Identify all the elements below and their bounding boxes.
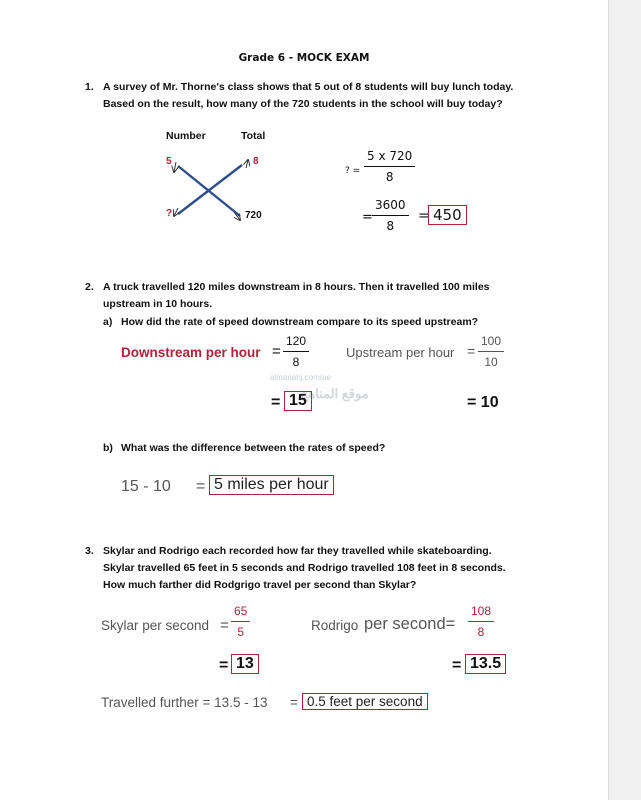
q1-answer-box: 450 [428,205,467,225]
downstream-label: Downstream per hour [121,345,261,360]
skylar-num: 65 [234,604,248,618]
rodrigo-den: 8 [477,625,485,639]
arrow-icon [174,162,176,172]
rodrigo-label-a: Rodrigo [311,618,359,633]
q3-number: 3. [85,545,94,557]
fraction-bar [283,351,309,352]
q1-col-total: Total [241,130,266,142]
upstream-label: Upstream per hour [346,345,455,360]
watermark-url: almanahj.com/ae [270,373,331,382]
rodrigo-label-b: per second= [364,615,456,633]
q2a-text: How did the rate of speed downstream compare to its speed upstream? [121,316,479,328]
upstream-result: = 10 [467,394,499,411]
rodrigo-fraction [468,604,494,639]
further-label: Travelled further = 13.5 - 13 [101,695,268,710]
rodrigo-result-equals: = [452,657,462,674]
further-equals: = [290,695,298,710]
downstream-equals: = [272,343,281,360]
q1-diagram-720: 720 [245,210,262,221]
page-title: Grade 6 - MOCK EXAM [238,52,370,64]
skylar-result-box: 13 [231,654,259,674]
skylar-den: 5 [237,625,245,639]
q1-eq1-den: 8 [385,170,394,184]
fraction-bar [468,621,494,622]
fraction-bar [231,621,250,622]
arrow-icon [174,208,178,216]
rodrigo-result-box: 13.5 [465,654,506,674]
skylar-equals: = [220,617,229,634]
upstream-den: 10 [484,355,498,369]
q1-eq1-fraction [364,149,415,184]
q2b-text: What was the difference between the rates of speed? [121,442,386,454]
fraction-bar [478,351,504,352]
downstream-fraction [283,334,309,369]
q1-eq2-den: 8 [386,219,395,233]
downstream-result-equals: = [271,394,281,411]
downstream-num: 120 [286,334,307,348]
skylar-label: Skylar per second [101,618,210,633]
q1-diagram-5: 5 [166,156,172,167]
q2b-equals: = [196,478,206,495]
watermark-brand: موقع المناهج [300,386,369,401]
arrow-icon [246,160,248,168]
skylar-result-equals: = [219,657,229,674]
q2-text: A truck travelled 120 miles downstream in 8 hours. Then it travelled 100 miles upstream in 10 hours. [103,281,490,310]
upstream-fraction [478,334,504,369]
q2a-label: a) [103,316,113,328]
skylar-fraction [231,604,250,639]
fraction-bar [372,215,409,216]
rodrigo-num: 108 [471,604,492,618]
q1-diagram-8: 8 [253,156,259,167]
downstream-result-box: 15 [284,391,312,411]
q1-col-number: Number [166,130,206,142]
page-edge [608,0,641,800]
q1-eq1-num: 5 x 720 [367,149,413,163]
q1-number: 1. [85,81,94,93]
q1-eq2-num: 3600 [375,198,406,212]
q1-eq2-equals: = [418,208,430,224]
fraction-bar [364,166,415,167]
q1-eq2-lhs: = [362,210,373,225]
q3-text: Skylar and Rodrigo each recorded how far they travelled while skateboarding. Skylar travelled 65 feet in 5 seconds and Rodrigo travelled 108 feet in 8 seconds. How much farther did Rodgrigo travel per second than Skylar? [103,545,506,591]
upstream-num: 100 [481,334,502,348]
downstream-den: 8 [292,355,300,369]
upstream-equals: = [467,343,476,359]
q2-number: 2. [85,281,94,293]
q2b-answer-box: 5 miles per hour [209,475,334,495]
q1-text: A survey of Mr. Thorne's class shows that 5 out of 8 students will buy lunch today. Based on the result, how many of the 720 students in the school will buy today? [103,81,514,110]
q2b-label: b) [103,442,113,454]
q2b-expression: 15 - 10 [121,478,171,495]
q3-answer-box: 0.5 feet per second [302,693,428,710]
q1-eq1-lhs: ? = [345,166,361,176]
q1-eq2-fraction [372,198,409,233]
cross-multiply-diagram [170,156,252,224]
q1-diagram-q: ? [166,208,173,219]
